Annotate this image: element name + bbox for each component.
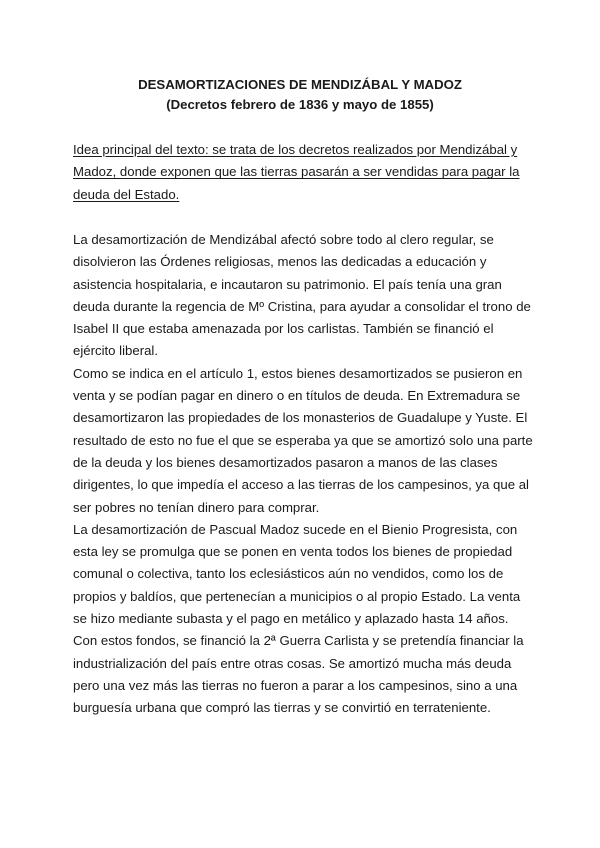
document-subtitle: (Decretos febrero de 1836 y mayo de 1855) [166,97,434,112]
document-title: DESAMORTIZACIONES DE MENDIZÁBAL Y MADOZ [138,77,462,92]
document-body [73,229,535,720]
paragraph-article-1: Como se indica en el artículo 1, estos bienes desamortizados se pusieron en venta y se podían pagar en dinero o en títulos de deuda. En Extremadura se desamortizaron las propiedades de los monasterios de Guadalupe y Yuste. El resultado de esto no fue el que se esperaba ya que se amortizó solo una parte de la deuda y los bienes desamortizados pasaron a manos de las clases dirigentes, lo que impedía el acceso a las tierras de los campesinos, ya que al ser pobres no tenían dinero para comprar. [73,365,533,515]
main-idea-text: Idea principal del texto: se trata de los decretos realizados por Mendizábal y Madoz, donde exponen que las tierras pasarán a ser vendidas para pagar la deuda del Estado. [73,142,520,202]
paragraph-mendizabal: La desamortización de Mendizábal afectó sobre todo al clero regular, se disolvieron las Órdenes religiosas, menos las dedicadas a educación y asistencia hospitalaria, e incautaron su patrimonio. El país tenía una gran deuda durante la regencia de Mº Cristina, para ayudar a consolidar el trono de Isabel II que estaba amenazada por los carlistas. También se financió el ejército liberal. [73,232,531,359]
paragraph-madoz: La desamortización de Pascual Madoz sucede en el Bienio Progresista, con esta ley se promulga que se ponen en venta todos los bienes de propiedad comunal o colectiva, tanto los eclesiásticos aún no vendidos, como los de propios y baldíos, que pertenecían a municipios o al propio Estado. La venta se hizo mediante subasta y el pago en metálico y aplazado hasta 14 años. Con estos fondos, se financió la 2ª Guerra Carlista y se pretendía financiar la industrialización del país entre otras cosas. Se amortizó mucha más deuda pero una vez más las tierras no fueron a parar a los campesinos, sino a una burguesía urbana que compró las tierras y se convirtió en terrateniente. [73,521,524,716]
